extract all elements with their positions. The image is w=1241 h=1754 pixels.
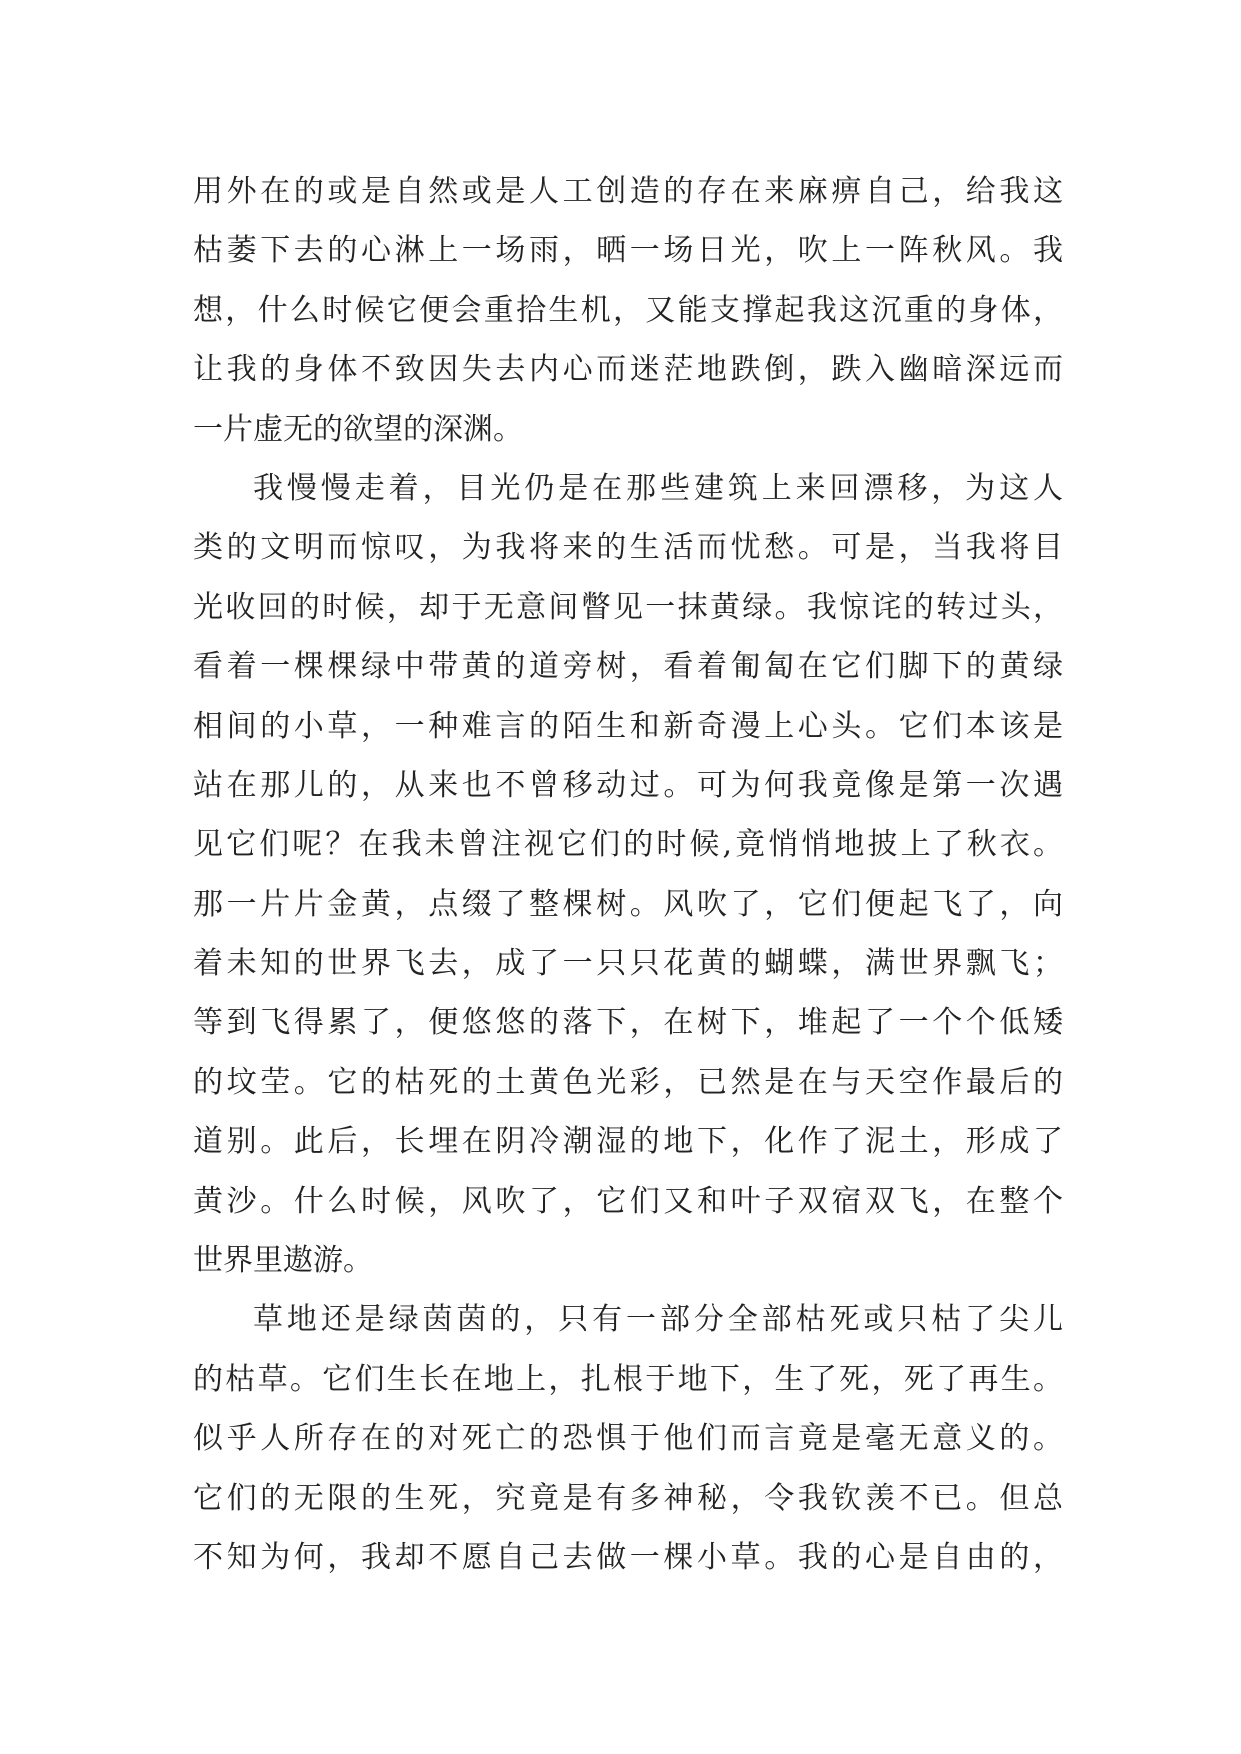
text-line: 见它们呢？在我未曾注视它们的时候,竟悄悄地披上了秋衣。 <box>193 827 1063 863</box>
body-text <box>193 162 1063 1587</box>
text-line: 光收回的时候，却于无意间瞥见一抹黄绿。我惊诧的转过头， <box>193 589 1063 625</box>
text-line: 等到飞得累了，便悠悠的落下，在树下，堆起了一个个低矮 <box>193 1005 1063 1041</box>
text-line: 着未知的世界飞去，成了一只只花黄的蝴蝶，满世界飘飞； <box>193 946 1063 982</box>
text-line: 枯萎下去的心淋上一场雨，晒一场日光，吹上一阵秋风。我 <box>193 233 1063 269</box>
text-line: 想，什么时候它便会重拾生机，又能支撑起我这沉重的身体， <box>193 292 1063 328</box>
text-line: 的枯草。它们生长在地上，扎根于地下，生了死，死了再生。 <box>193 1361 1063 1397</box>
text-line: 黄沙。什么时候，风吹了，它们又和叶子双宿双飞，在整个 <box>193 1183 1063 1219</box>
text-line: 它们的无限的生死，究竟是有多神秘，令我钦羡不已。但总 <box>193 1480 1063 1516</box>
text-line: 世界里遨游。 <box>193 1243 373 1279</box>
text-line: 那一片片金黄，点缀了整棵树。风吹了，它们便起飞了，向 <box>193 886 1063 922</box>
text-line: 类的文明而惊叹，为我将来的生活而忧愁。可是，当我将目 <box>193 530 1063 566</box>
text-line: 站在那儿的，从来也不曾移动过。可为何我竟像是第一次遇 <box>193 767 1063 803</box>
text-line: 用外在的或是自然或是人工创造的存在来麻痹自己，给我这 <box>193 174 1063 209</box>
text-line: 让我的身体不致因失去内心而迷茫地跌倒，跌入幽暗深远而 <box>193 352 1063 388</box>
text-line: 道别。此后，长埋在阴冷潮湿的地下，化作了泥土，形成了 <box>193 1124 1063 1160</box>
text-line: 相间的小草，一种难言的陌生和新奇漫上心头。它们本该是 <box>193 708 1063 744</box>
text-line: 草地还是绿茵茵的，只有一部分全部枯死或只枯了尖儿 <box>253 1302 1063 1338</box>
text-line: 的坟茔。它的枯死的土黄色光彩，已然是在与天空作最后的 <box>193 1064 1063 1100</box>
text-line: 不知为何，我却不愿自己去做一棵小草。我的心是自由的， <box>193 1539 1063 1575</box>
text-line: 我慢慢走着，目光仍是在那些建筑上来回漂移，为这人 <box>253 470 1063 506</box>
text-line: 一片虚无的欲望的深渊。 <box>193 411 523 447</box>
text-line: 似乎人所存在的对死亡的恐惧于他们而言竟是毫无意义的。 <box>193 1421 1063 1457</box>
text-line: 看着一棵棵绿中带黄的道旁树，看着匍匐在它们脚下的黄绿 <box>193 649 1063 685</box>
